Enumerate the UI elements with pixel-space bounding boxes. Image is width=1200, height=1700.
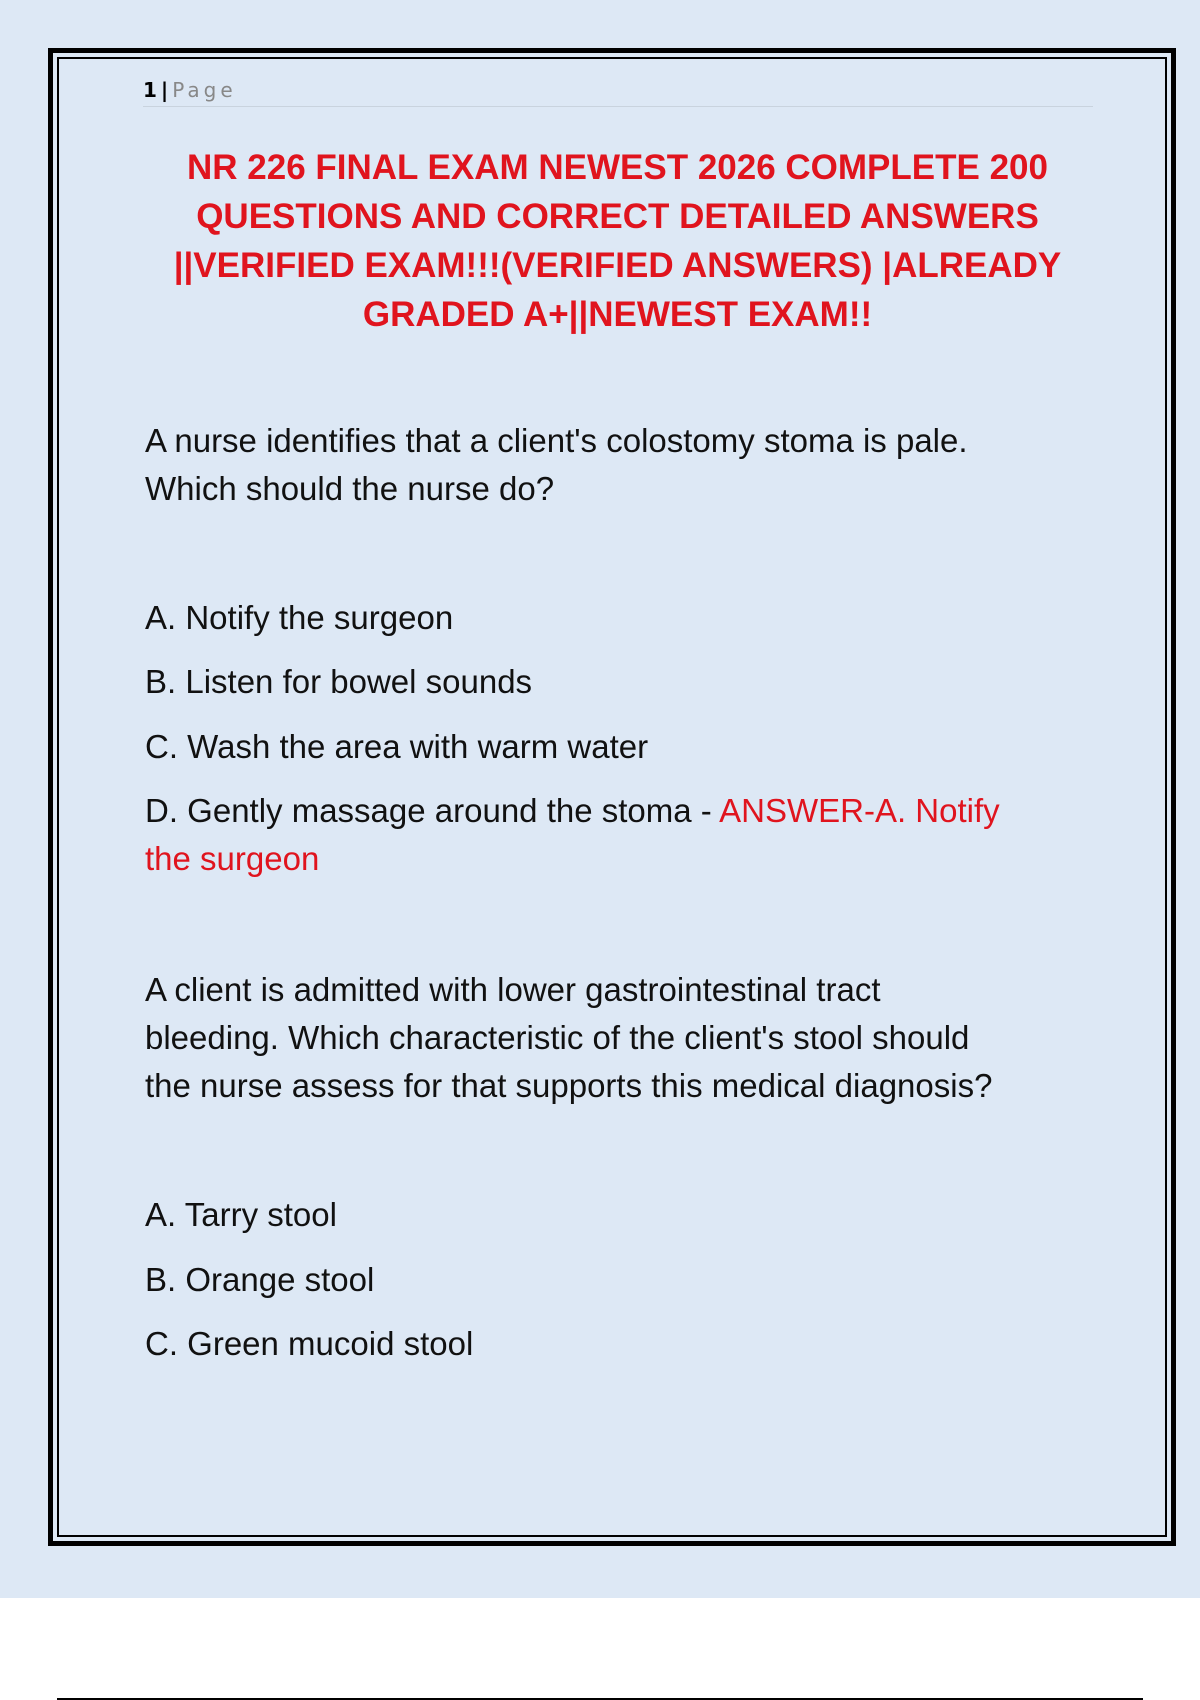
question-2-stem-line-1: A client is admitted with lower gastrointestinal tract: [145, 971, 881, 1008]
page-header-separator: |: [160, 78, 171, 102]
question-2-stem-line-3: the nurse assess for that supports this medical diagnosis?: [145, 1067, 993, 1104]
question-1-option-a: A. Notify the surgeon: [145, 599, 454, 636]
question-1-option-c: C. Wash the area with warm water: [145, 728, 649, 765]
question-2-stem: [145, 966, 1100, 1110]
question-2-option-b: B. Orange stool: [145, 1261, 375, 1298]
title-line-4: GRADED A+||NEWEST EXAM!!: [362, 295, 873, 334]
question-1-stem: [145, 417, 1100, 513]
title-line-1: NR 226 FINAL EXAM NEWEST 2026 COMPLETE 200: [187, 148, 1048, 187]
title-line-3: ||VERIFIED EXAM!!!(VERIFIED ANSWERS) |ALREADY: [173, 246, 1062, 285]
question-1-option-d: [145, 787, 1100, 883]
question-2-option-c: C. Green mucoid stool: [145, 1325, 474, 1362]
question-1-option-d-text: D. Gently massage around the stoma -: [145, 792, 720, 829]
document-title: [130, 143, 1105, 339]
question-2-stem-line-2: bleeding. Which characteristic of the client's stool should: [145, 1019, 970, 1056]
page-header-word: Page: [172, 78, 237, 102]
question-1-answer-part-1: ANSWER-A. Notify: [719, 792, 1000, 829]
question-1-stem-line-2: Which should the nurse do?: [145, 470, 555, 507]
page-header: [143, 78, 237, 102]
page-number: 1: [143, 78, 159, 102]
question-1-option-b: B. Listen for bowel sounds: [145, 663, 533, 700]
question-2-option-a: A. Tarry stool: [145, 1196, 337, 1233]
title-line-2: QUESTIONS AND CORRECT DETAILED ANSWERS: [196, 197, 1039, 236]
header-divider: [143, 106, 1093, 107]
question-1-answer-part-2: the surgeon: [145, 840, 320, 877]
question-1-stem-line-1: A nurse identifies that a client's colostomy stoma is pale.: [145, 422, 968, 459]
